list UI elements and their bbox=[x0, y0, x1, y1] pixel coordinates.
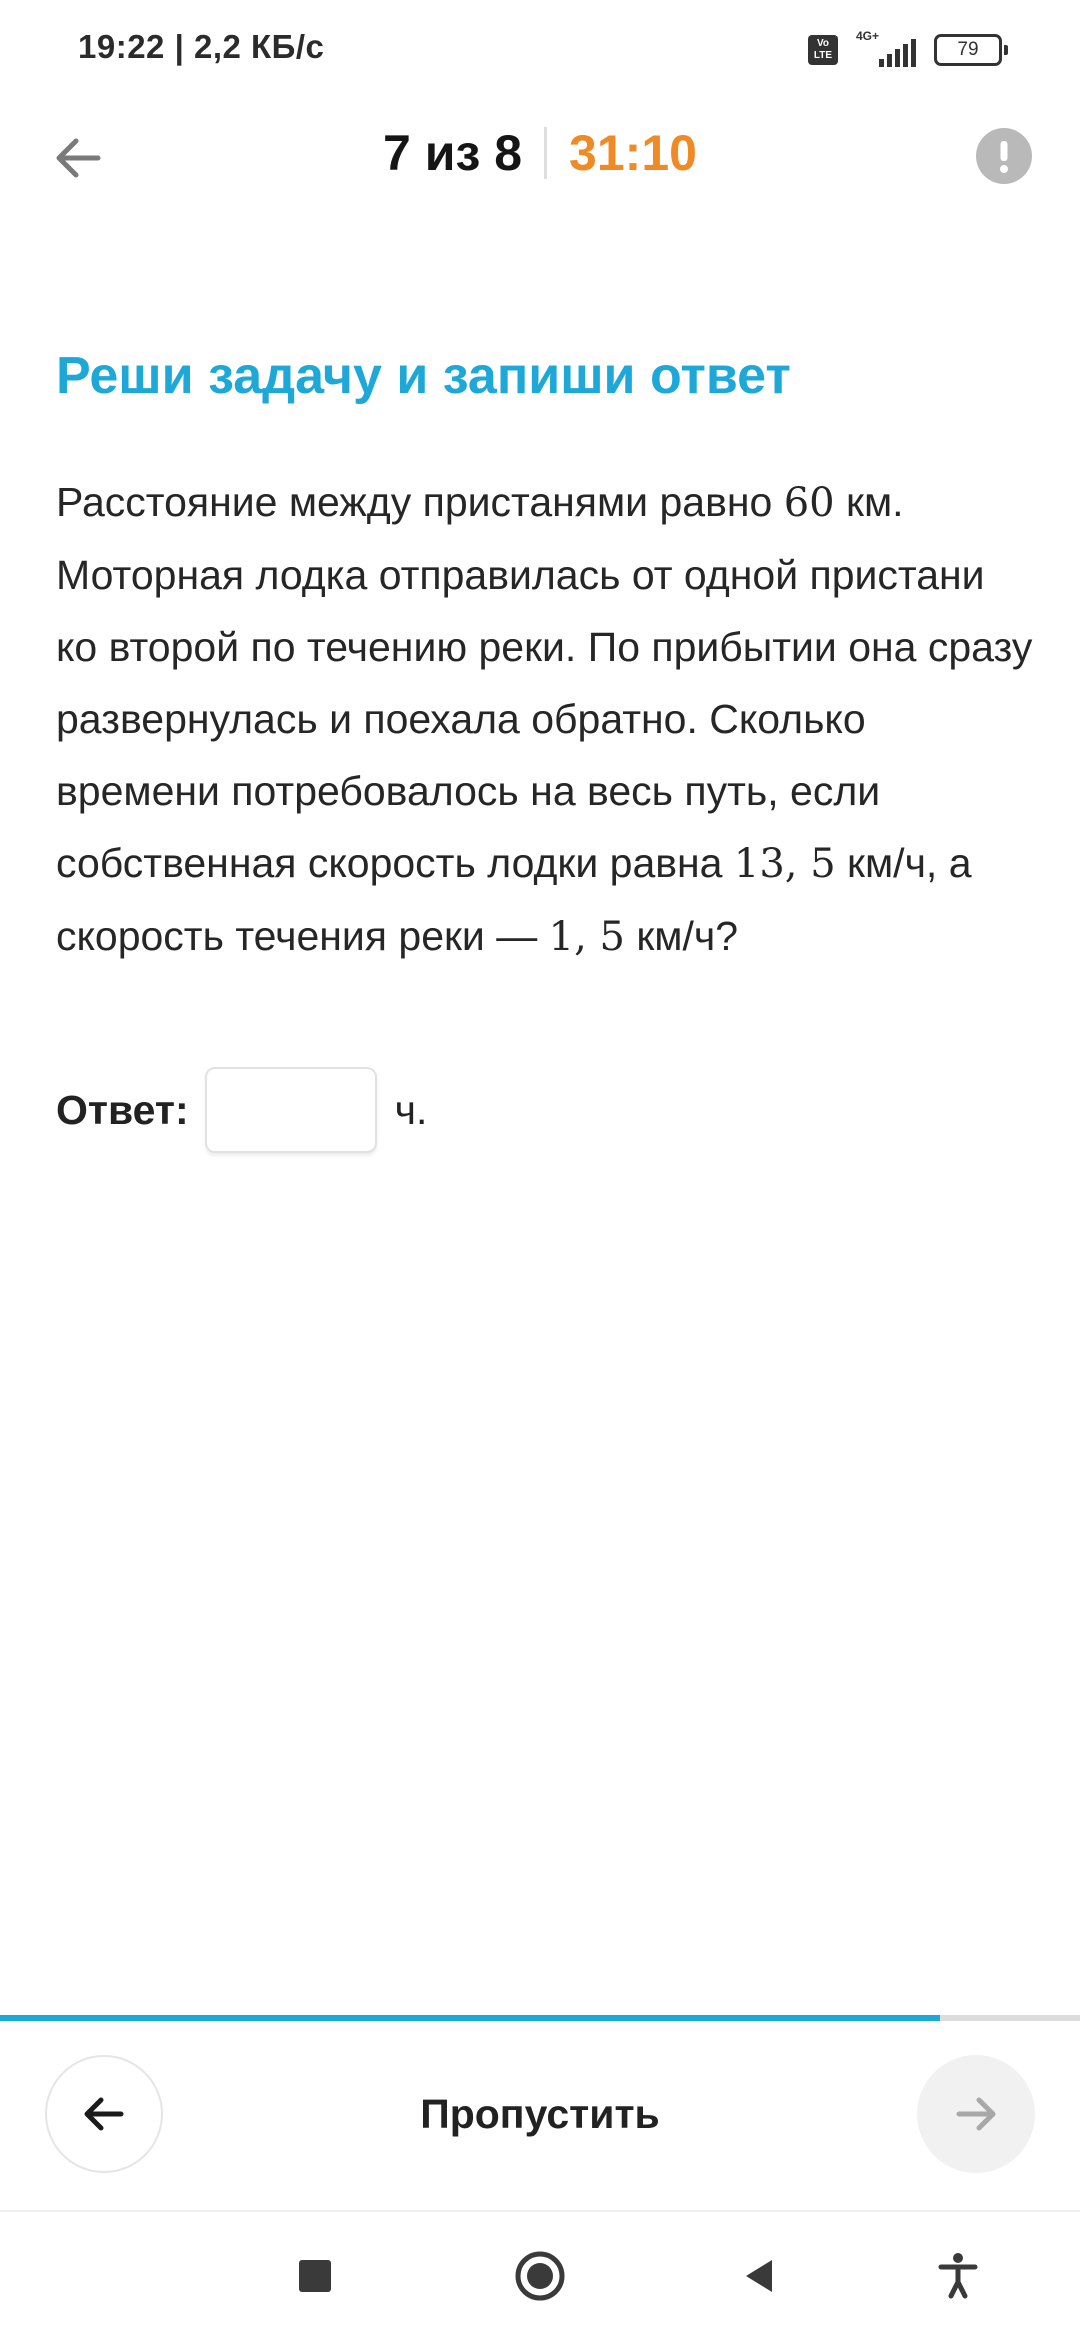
volte-icon bbox=[808, 35, 838, 65]
task-counter bbox=[0, 124, 1080, 187]
accessibility-icon[interactable] bbox=[928, 2246, 988, 2306]
system-nav-bar bbox=[0, 2212, 1080, 2340]
next-button[interactable] bbox=[917, 2055, 1035, 2173]
triangle-back-icon[interactable] bbox=[730, 2246, 790, 2306]
timer: 31:10 bbox=[569, 125, 697, 181]
signal-icon bbox=[856, 29, 916, 67]
battery-level: 79 bbox=[957, 39, 979, 60]
task-progress: 7 из 8 bbox=[383, 125, 523, 181]
counter-divider bbox=[544, 127, 547, 179]
status-icons bbox=[808, 30, 1002, 70]
answer-unit: ч. bbox=[394, 1086, 428, 1133]
bottom-nav bbox=[0, 2021, 1080, 2211]
problem-number: 13, 5 bbox=[733, 841, 836, 887]
arrow-right-icon bbox=[951, 2089, 1001, 2139]
square-icon[interactable] bbox=[285, 2246, 345, 2306]
answer-row bbox=[56, 1064, 427, 1156]
report-issue-icon[interactable] bbox=[976, 128, 1032, 184]
battery-icon bbox=[934, 34, 1002, 66]
problem-text-part: км/ч? bbox=[624, 913, 739, 959]
circle-home-icon[interactable] bbox=[510, 2246, 570, 2306]
network-type: 4G+ bbox=[856, 29, 880, 43]
answer-input[interactable] bbox=[205, 1067, 377, 1153]
volte-label: Vo LTE bbox=[813, 38, 833, 61]
problem-text-part: Расстояние между пристанями равно bbox=[56, 479, 784, 525]
problem-number: 60 bbox=[783, 480, 835, 526]
skip-button[interactable]: Пропустить bbox=[420, 2091, 660, 2137]
problem-text-part: км. Моторная лодка отправилась от одной пристани ко второй по течению реки. По прибытии она сразу развернулась и поехала обратно. Сколько времени потребовалось на весь путь, если собственная скорость лодки равна bbox=[56, 479, 1033, 886]
task-title: Реши задачу и запиши ответ bbox=[56, 347, 791, 405]
status-bar bbox=[0, 0, 1080, 100]
status-time-speed: 19:22 | 2,2 КБ/с bbox=[78, 28, 325, 65]
problem-text bbox=[56, 466, 1036, 973]
problem-text-part: км/ч, а скорость течения реки — bbox=[56, 840, 972, 959]
problem-number: 1, 5 bbox=[548, 914, 625, 960]
top-bar bbox=[0, 110, 1080, 200]
answer-label: Ответ: bbox=[56, 1086, 189, 1133]
